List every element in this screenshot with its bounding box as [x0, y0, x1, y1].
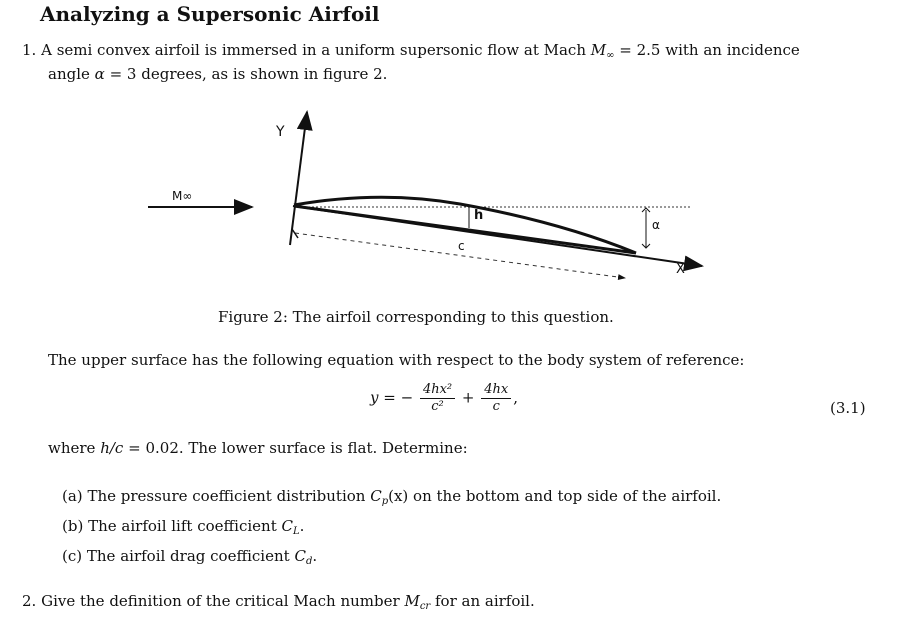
item-text: The airfoil lift coefficient	[88, 517, 277, 535]
where-suffix: = 0.02. The lower surface is flat. Determine:	[128, 439, 468, 457]
q2-tail: for an airfoil.	[434, 592, 535, 610]
thickness-label: h	[474, 208, 484, 223]
q2-text: Give the definition of the critical Mach number	[41, 592, 400, 610]
list-item	[62, 546, 317, 572]
mach-value: = 2.5 with an incidence	[619, 41, 800, 59]
alpha-label: α	[652, 218, 660, 232]
mach-symbol: M	[590, 41, 607, 59]
x-axis-label: X	[676, 262, 685, 277]
item-tail: .	[299, 517, 305, 535]
equation-lhs: y = −	[370, 388, 414, 407]
fraction-2-numerator: 4hx	[481, 382, 511, 399]
equation-number: (3.1)	[830, 399, 866, 417]
angle-word: angle	[48, 65, 90, 83]
q2-number: 2.	[22, 592, 37, 610]
where-expression: h/c	[100, 439, 124, 457]
item-label: (c)	[62, 547, 83, 565]
item-symbol: C	[370, 487, 382, 505]
angle-value: = 3 degrees, as is shown in figure 2.	[109, 65, 388, 83]
list-item	[62, 516, 304, 542]
item-text: The pressure coefficient distribution	[87, 487, 366, 505]
item-tail: .	[312, 547, 318, 565]
fraction-1-numerator: 4hx²	[420, 382, 455, 399]
q2-sub: cr	[419, 601, 431, 612]
q1-text: A semi convex airfoil is immersed in a uniform supersonic flow at Mach	[41, 41, 586, 59]
equation-fraction-2	[481, 382, 511, 415]
page-title: Analyzing a Supersonic Airfoil	[40, 2, 380, 26]
airfoil-figure	[0, 0, 912, 300]
item-symbol: C	[281, 517, 293, 535]
item-symbol: C	[294, 547, 306, 565]
item-label: (a)	[62, 487, 83, 505]
item-text: The airfoil drag coefficient	[86, 547, 290, 565]
item-sub: d	[305, 556, 313, 567]
item-sub: L	[293, 526, 300, 537]
item-tail: (x) on the bottom and top side of the airfoil.	[388, 487, 722, 505]
item-label: (b)	[62, 517, 84, 535]
upper-surface-text: The upper surface has the following equation with respect to the body system of reference:	[48, 351, 745, 369]
y-axis-line	[290, 112, 307, 245]
chord-label: c	[458, 239, 465, 253]
fraction-1-denominator: c²	[431, 399, 444, 414]
item-sub: p	[381, 496, 389, 507]
freestream-label: M∞	[172, 189, 193, 203]
list-item	[62, 486, 721, 512]
equation-fraction-1	[420, 382, 455, 415]
q2-symbol: M	[404, 592, 420, 610]
q2-line	[22, 591, 535, 617]
where-prefix: where	[48, 439, 96, 457]
where-line	[48, 438, 468, 459]
mach-sub: ∞	[606, 50, 615, 61]
alpha-symbol: α	[94, 65, 105, 83]
equation-plus: +	[461, 388, 475, 407]
figure-caption: Figure 2: The airfoil corresponding to this question.	[218, 308, 614, 326]
y-axis-label: Y	[276, 124, 285, 140]
fraction-2-denominator: c	[492, 399, 500, 414]
q1-number: 1.	[22, 41, 37, 59]
equation-comma: ,	[513, 388, 519, 407]
equation	[370, 382, 518, 415]
airfoil-lower-surface	[294, 206, 636, 253]
